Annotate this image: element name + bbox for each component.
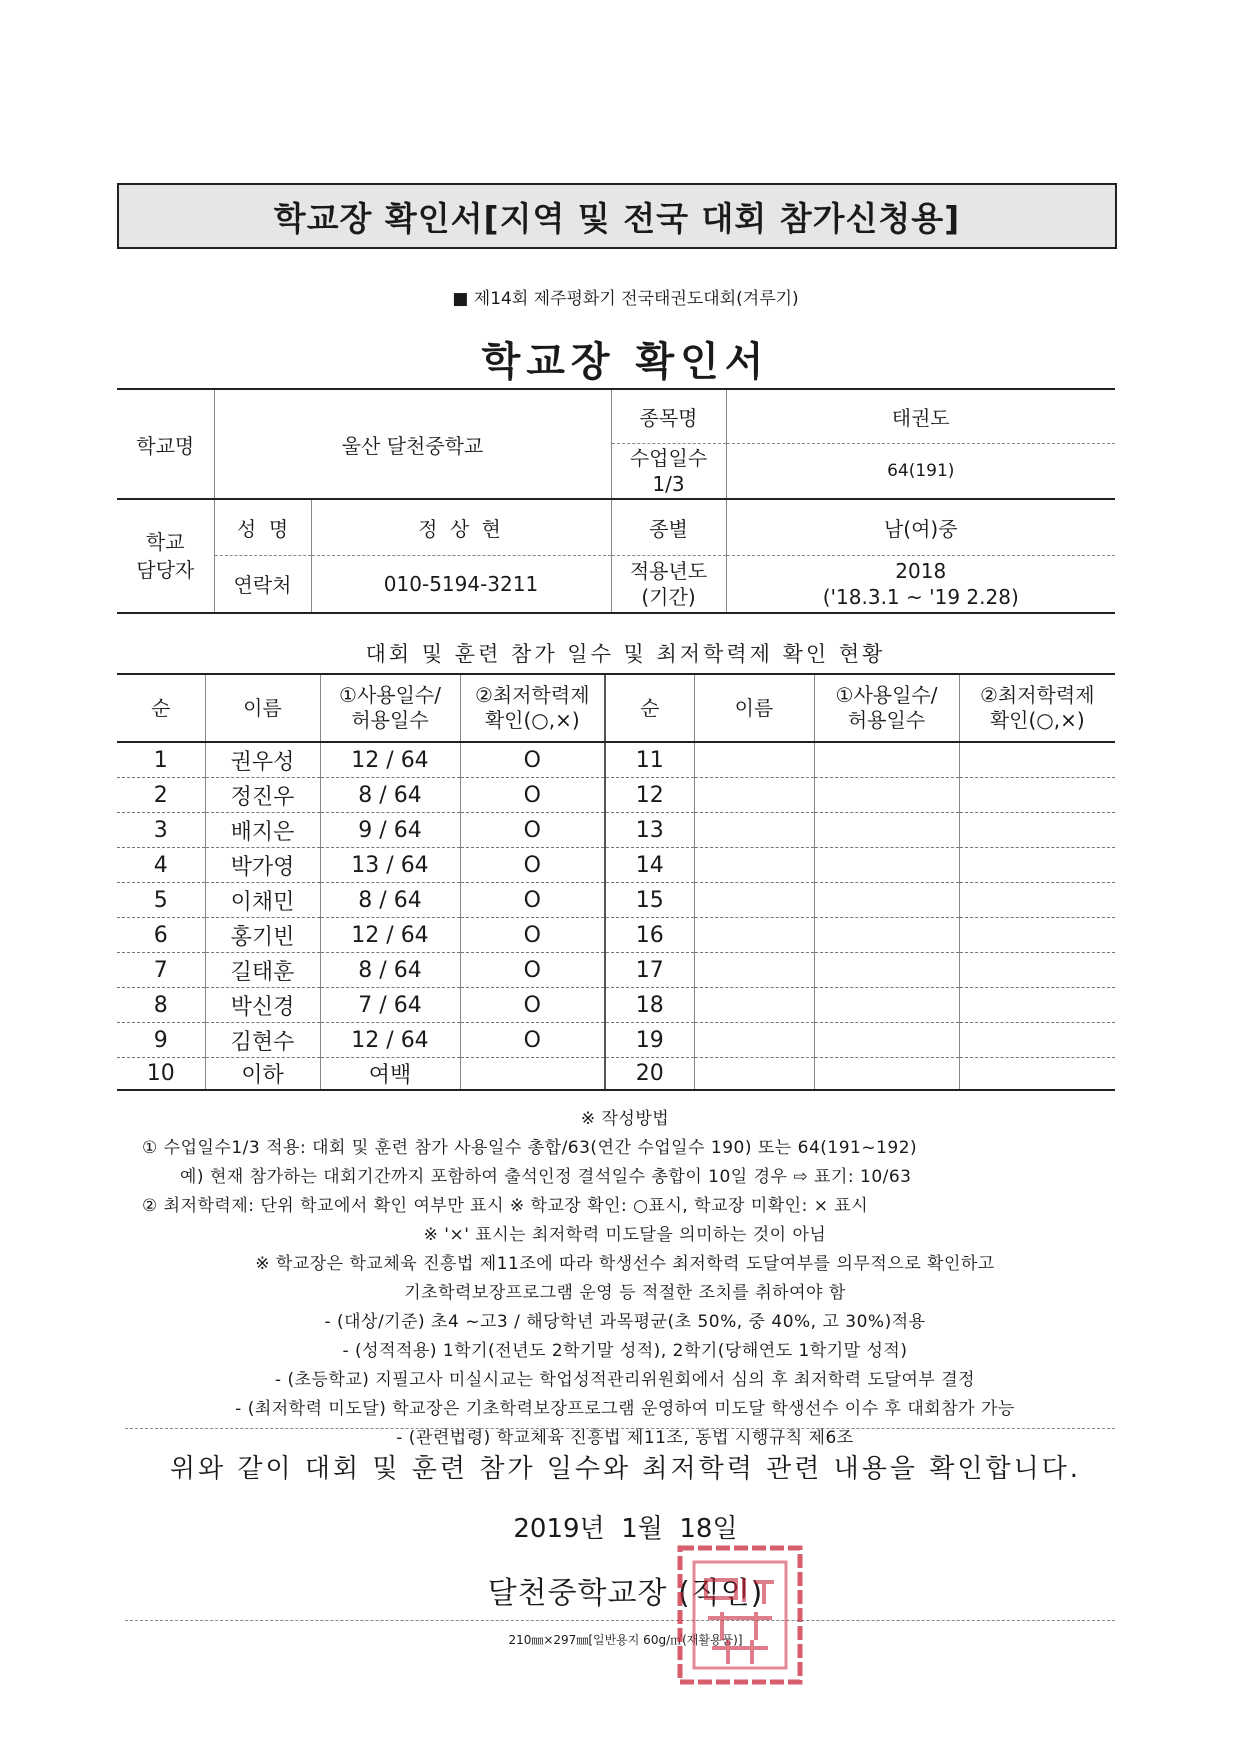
row-name: 권우성 bbox=[205, 742, 320, 778]
row-no: 4 bbox=[117, 848, 205, 883]
name-label: 성 명 bbox=[214, 499, 311, 555]
col-no: 순 bbox=[117, 674, 205, 742]
instructions bbox=[130, 1105, 1120, 1453]
row-no: 10 bbox=[117, 1058, 205, 1091]
document-title-box: 학교장 확인서[지역 및 전국 대회 참가신청용] bbox=[117, 183, 1117, 249]
participation-table bbox=[117, 673, 1115, 1091]
col-check-2-line2: 확인(○,×) bbox=[989, 708, 1085, 732]
row-days: 12 / 64 bbox=[320, 1023, 460, 1058]
row-days: 9 / 64 bbox=[320, 813, 460, 848]
row-check-2 bbox=[959, 883, 1115, 918]
notes-line-10: - (최저학력 미도달) 학교장은 기초학력보장프로그램 운영하여 미도달 학생선수 이수 후 대회참가 가능 bbox=[235, 1399, 1015, 1419]
col-days-2 bbox=[814, 674, 959, 742]
notes-line-2: 예) 현재 참가하는 대회기간까지 포함하여 출석인정 결석일수 총합이 10일 경우 ⇨ 표기: 10/63 bbox=[180, 1167, 912, 1187]
col-days-line1: ①사용일수/ bbox=[339, 683, 441, 707]
row-no: 2 bbox=[117, 778, 205, 813]
row-no: 9 bbox=[117, 1023, 205, 1058]
row-no-2: 11 bbox=[605, 742, 694, 778]
row-no-2: 16 bbox=[605, 918, 694, 953]
table-row bbox=[117, 953, 1115, 988]
row-days: 8 / 64 bbox=[320, 778, 460, 813]
row-check: O bbox=[460, 778, 605, 813]
year-label-line2: (기간) bbox=[641, 584, 696, 609]
row-name: 이하 bbox=[205, 1058, 320, 1091]
notes-line-1: ① 수업일수1/3 적용: 대회 및 훈련 참가 사용일수 총합/63(연간 수업일수 190) 또는 64(191~192) bbox=[142, 1138, 918, 1158]
row-check: O bbox=[460, 742, 605, 778]
notes-line-5: ※ 학교장은 학교체육 진흥법 제11조에 따라 학생선수 최저학력 도달여부를 의무적으로 확인하고 bbox=[255, 1254, 995, 1274]
sport-value: 태권도 bbox=[726, 389, 1115, 443]
row-name: 정진우 bbox=[205, 778, 320, 813]
table-row bbox=[117, 778, 1115, 813]
notes-line-7: - (대상/기준) 초4 ~고3 / 해당학년 과목평균(초 50%, 중 40%, 고 30%)적용 bbox=[324, 1312, 926, 1332]
row-days-2 bbox=[814, 1058, 959, 1091]
row-name-2 bbox=[694, 883, 814, 918]
manager-label bbox=[117, 499, 214, 613]
row-no-2: 15 bbox=[605, 883, 694, 918]
row-no: 1 bbox=[117, 742, 205, 778]
year-value-line1: 2018 bbox=[895, 558, 947, 583]
school-label: 학교명 bbox=[117, 389, 214, 499]
school-days-value: 64(191) bbox=[726, 443, 1115, 499]
section-title: 대회 및 훈련 참가 일수 및 최저학력제 확인 현황 bbox=[365, 642, 886, 666]
divider bbox=[125, 1428, 1115, 1429]
row-check: O bbox=[460, 1023, 605, 1058]
row-days-2 bbox=[814, 1023, 959, 1058]
notes-line-11: - (관련법령) 학교체육 진흥법 제11조, 동법 시행규칙 제6조 bbox=[396, 1428, 854, 1448]
footer-divider bbox=[125, 1620, 1115, 1621]
school-info-table bbox=[117, 388, 1115, 614]
row-check bbox=[460, 1058, 605, 1091]
row-check: O bbox=[460, 813, 605, 848]
row-name-2 bbox=[694, 742, 814, 778]
page-title: 학교장 확인서 bbox=[481, 339, 770, 385]
row-check-2 bbox=[959, 988, 1115, 1023]
row-days: 13 / 64 bbox=[320, 848, 460, 883]
school-days-label-line2: 1/3 bbox=[652, 471, 685, 496]
row-name-2 bbox=[694, 778, 814, 813]
row-check-2 bbox=[959, 778, 1115, 813]
row-days-2 bbox=[814, 813, 959, 848]
confirmation-statement: 위와 같이 대회 및 훈련 참가 일수와 최저학력 관련 내용을 확인합니다. bbox=[169, 1454, 1082, 1484]
row-no-2: 12 bbox=[605, 778, 694, 813]
row-name-2 bbox=[694, 848, 814, 883]
event-name: ■ 제14회 제주평화기 전국태권도대회(겨루기) bbox=[452, 289, 799, 309]
row-check: O bbox=[460, 918, 605, 953]
col-check-line2: 확인(○,×) bbox=[484, 708, 580, 732]
table-row bbox=[117, 988, 1115, 1023]
row-no: 6 bbox=[117, 918, 205, 953]
notes-line-6: 기초학력보장프로그램 운영 등 적절한 조치를 취하여야 함 bbox=[404, 1283, 846, 1303]
row-name: 길태훈 bbox=[205, 953, 320, 988]
row-no-2: 20 bbox=[605, 1058, 694, 1091]
row-days-2 bbox=[814, 953, 959, 988]
row-no: 3 bbox=[117, 813, 205, 848]
row-no: 8 bbox=[117, 988, 205, 1023]
col-name-2: 이름 bbox=[694, 674, 814, 742]
notes-line-3: ② 최저학력제: 단위 학교에서 확인 여부만 표시 ※ 학교장 확인: ○표시, 학교장 미확인: × 표시 bbox=[142, 1196, 869, 1216]
school-days-label bbox=[611, 443, 726, 499]
table-row bbox=[117, 742, 1115, 778]
col-days-2-line2: 허용일수 bbox=[847, 708, 926, 732]
type-value: 남(여)중 bbox=[726, 499, 1115, 555]
row-check-2 bbox=[959, 1058, 1115, 1091]
table-row bbox=[117, 883, 1115, 918]
col-name: 이름 bbox=[205, 674, 320, 742]
col-check-2-line1: ②최저학력제 bbox=[979, 683, 1095, 707]
year-label-line1: 적용년도 bbox=[629, 558, 708, 583]
row-name-2 bbox=[694, 1058, 814, 1091]
issue-date: 2019년 1월 18일 bbox=[513, 1514, 738, 1544]
year-label bbox=[611, 555, 726, 613]
sport-label: 종목명 bbox=[611, 389, 726, 443]
col-check bbox=[460, 674, 605, 742]
row-days-2 bbox=[814, 778, 959, 813]
table-row bbox=[117, 1023, 1115, 1058]
row-no-2: 13 bbox=[605, 813, 694, 848]
row-check-2 bbox=[959, 1023, 1115, 1058]
participation-rows bbox=[117, 742, 1115, 1090]
row-name-2 bbox=[694, 918, 814, 953]
col-days-2-line1: ①사용일수/ bbox=[835, 683, 938, 707]
row-check-2 bbox=[959, 742, 1115, 778]
row-name-2 bbox=[694, 1023, 814, 1058]
principal-signature-line: 달천중학교장 (직인) bbox=[487, 1576, 764, 1611]
row-no-2: 19 bbox=[605, 1023, 694, 1058]
row-days: 여백 bbox=[320, 1058, 460, 1091]
row-days-2 bbox=[814, 848, 959, 883]
row-check: O bbox=[460, 883, 605, 918]
row-no: 5 bbox=[117, 883, 205, 918]
contact-value: 010-5194-3211 bbox=[311, 555, 611, 613]
notes-heading: ※ 작성방법 bbox=[580, 1109, 670, 1129]
row-days-2 bbox=[814, 883, 959, 918]
row-days: 7 / 64 bbox=[320, 988, 460, 1023]
row-check-2 bbox=[959, 953, 1115, 988]
paper-spec-footer: 210㎜×297㎜[일반용지 60g/㎡(재활용품)] bbox=[508, 1633, 743, 1647]
manager-label-line2: 담당자 bbox=[136, 558, 195, 582]
row-no-2: 14 bbox=[605, 848, 694, 883]
row-days: 8 / 64 bbox=[320, 883, 460, 918]
row-check-2 bbox=[959, 848, 1115, 883]
row-check: O bbox=[460, 988, 605, 1023]
table-row bbox=[117, 813, 1115, 848]
row-name-2 bbox=[694, 813, 814, 848]
row-name-2 bbox=[694, 988, 814, 1023]
row-check-2 bbox=[959, 918, 1115, 953]
contact-label: 연락처 bbox=[214, 555, 311, 613]
notes-line-4: ※ '×' 표시는 최저학력 미도달을 의미하는 것이 아님 bbox=[423, 1225, 827, 1245]
manager-label-line1: 학교 bbox=[145, 530, 185, 554]
school-name: 울산 달천중학교 bbox=[214, 389, 611, 499]
row-days-2 bbox=[814, 918, 959, 953]
table-row bbox=[117, 918, 1115, 953]
table-row bbox=[117, 848, 1115, 883]
row-name-2 bbox=[694, 953, 814, 988]
row-name: 홍기빈 bbox=[205, 918, 320, 953]
row-name: 이채민 bbox=[205, 883, 320, 918]
school-days-label-line1: 수업일수 bbox=[629, 445, 708, 470]
row-days-2 bbox=[814, 988, 959, 1023]
type-label: 종별 bbox=[611, 499, 726, 555]
table-row bbox=[117, 1058, 1115, 1091]
school-seal-stamp bbox=[672, 1540, 808, 1690]
col-days bbox=[320, 674, 460, 742]
manager-name: 정 상 현 bbox=[311, 499, 611, 555]
year-value bbox=[726, 555, 1115, 613]
row-name: 김현수 bbox=[205, 1023, 320, 1058]
row-days: 8 / 64 bbox=[320, 953, 460, 988]
row-no: 7 bbox=[117, 953, 205, 988]
row-no-2: 17 bbox=[605, 953, 694, 988]
notes-line-8: - (성적적용) 1학기(전년도 2학기말 성적), 2학기(당해연도 1학기말 성적) bbox=[342, 1341, 908, 1361]
row-days: 12 / 64 bbox=[320, 742, 460, 778]
row-days: 12 / 64 bbox=[320, 918, 460, 953]
col-no-2: 순 bbox=[605, 674, 694, 742]
row-check-2 bbox=[959, 813, 1115, 848]
row-name: 박가영 bbox=[205, 848, 320, 883]
notes-line-9: - (초등학교) 지필고사 미실시교는 학업성적관리위원회에서 심의 후 최저학력 도달여부 결정 bbox=[274, 1370, 976, 1390]
col-check-line1: ②최저학력제 bbox=[474, 683, 590, 707]
row-check: O bbox=[460, 953, 605, 988]
row-days-2 bbox=[814, 742, 959, 778]
row-name: 박신경 bbox=[205, 988, 320, 1023]
year-value-line2: ('18.3.1 ~ '19 2.28) bbox=[822, 584, 1019, 609]
row-check: O bbox=[460, 848, 605, 883]
col-check-2 bbox=[959, 674, 1115, 742]
row-no-2: 18 bbox=[605, 988, 694, 1023]
col-days-line2: 허용일수 bbox=[351, 708, 429, 732]
row-name: 배지은 bbox=[205, 813, 320, 848]
